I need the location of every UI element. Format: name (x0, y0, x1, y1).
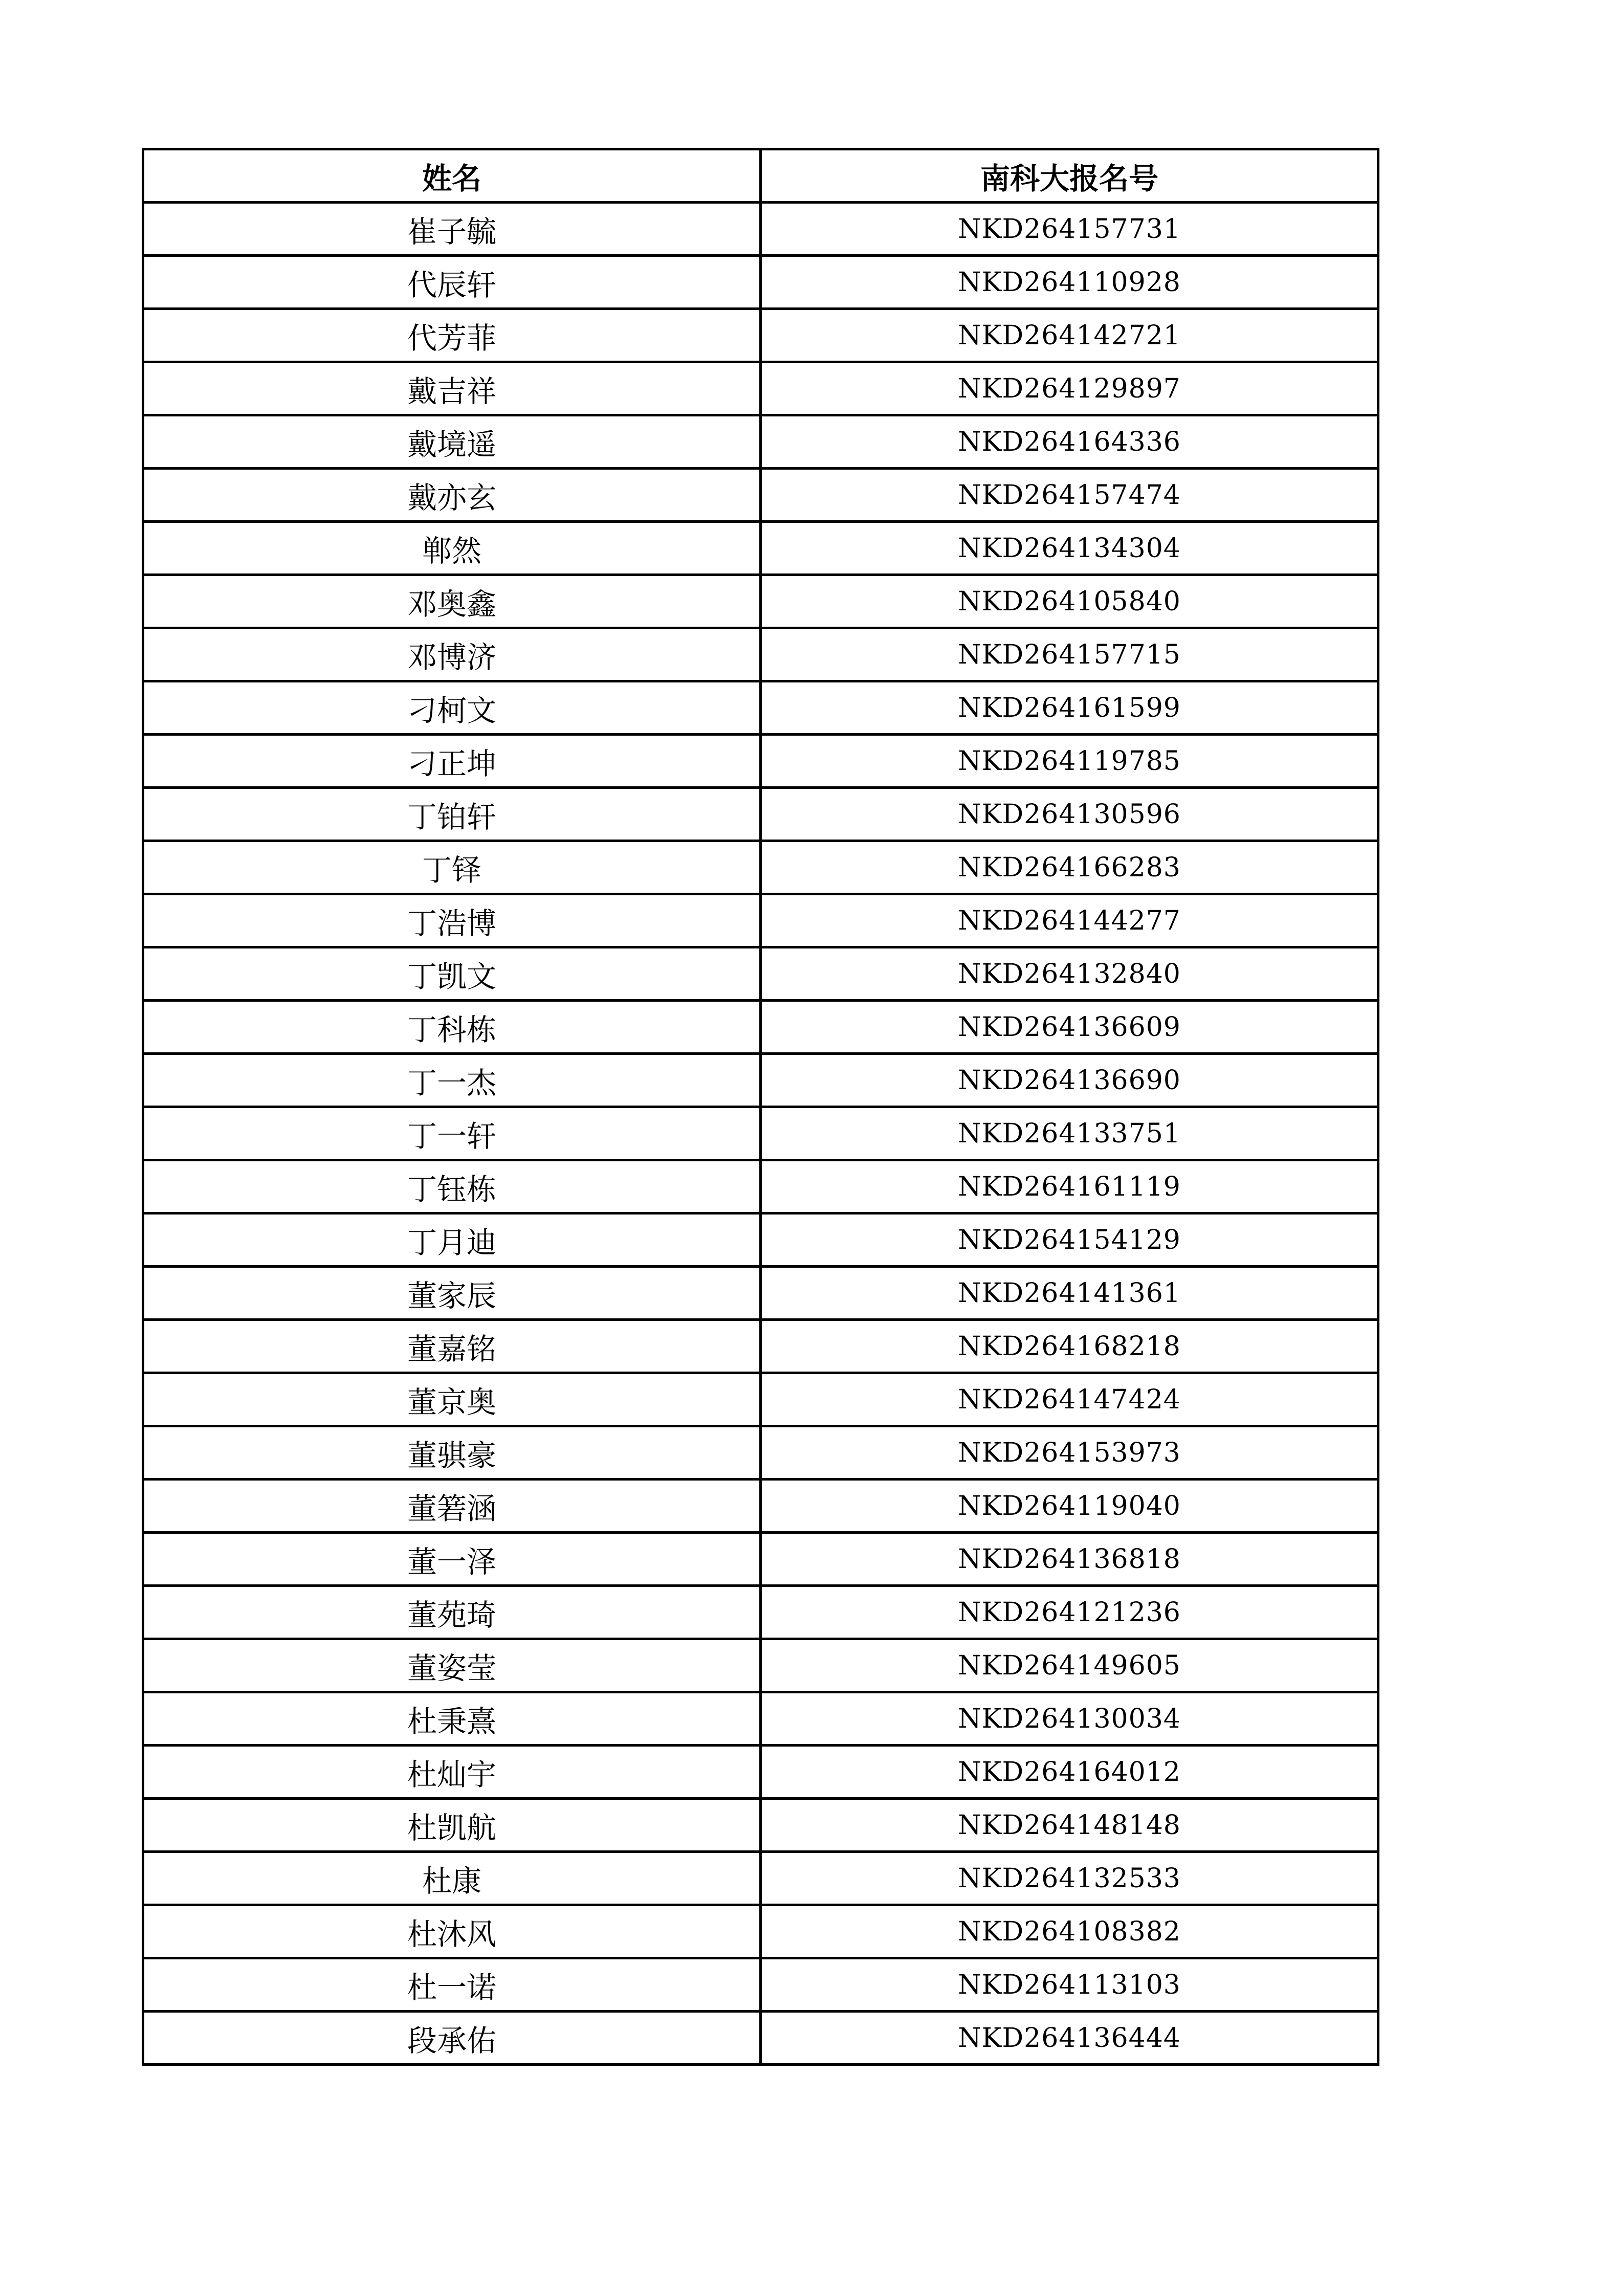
student-name-cell: 董京奥 (143, 1373, 761, 1426)
table-row (143, 1746, 1378, 1799)
table-row (143, 628, 1378, 681)
student-name-cell: 杜凯航 (143, 1799, 761, 1852)
student-name-cell: 董箬涵 (143, 1480, 761, 1533)
student-name-cell: 董家辰 (143, 1267, 761, 1320)
registration-number-cell: NKD264164336 (761, 415, 1378, 469)
registration-number-cell: NKD264132840 (761, 947, 1378, 1001)
student-name-cell: 崔子毓 (143, 203, 761, 256)
table-row (143, 841, 1378, 894)
registration-number-cell: NKD264134304 (761, 522, 1378, 575)
student-name-cell: 代辰轩 (143, 256, 761, 309)
table-row (143, 256, 1378, 309)
student-name-cell: 戴亦玄 (143, 469, 761, 522)
registration-number-cell: NKD264108382 (761, 1905, 1378, 1958)
table-row (143, 788, 1378, 841)
registration-number-cell: NKD264157715 (761, 628, 1378, 681)
student-name-cell: 丁一杰 (143, 1054, 761, 1107)
table-row (143, 894, 1378, 947)
registration-number-cell: NKD264136609 (761, 1001, 1378, 1054)
registration-number-cell: NKD264168218 (761, 1320, 1378, 1373)
student-name-cell: 杜一诺 (143, 1958, 761, 2012)
student-name-cell: 丁科栋 (143, 1001, 761, 1054)
registration-number-cell: NKD264149605 (761, 1639, 1378, 1692)
registration-number-cell: NKD264161119 (761, 1160, 1378, 1213)
table-row (143, 362, 1378, 415)
table-row (143, 735, 1378, 788)
table-row (143, 203, 1378, 256)
student-name-cell: 董嘉铭 (143, 1320, 761, 1373)
table-row (143, 1320, 1378, 1373)
student-name-cell: 丁钰栋 (143, 1160, 761, 1213)
student-name-cell: 杜沐风 (143, 1905, 761, 1958)
student-name-cell: 董骐豪 (143, 1426, 761, 1480)
registration-number-cell: NKD264110928 (761, 256, 1378, 309)
registration-number-cell: NKD264154129 (761, 1213, 1378, 1267)
student-name-cell: 丁铎 (143, 841, 761, 894)
table-row (143, 1905, 1378, 1958)
table-row (143, 1639, 1378, 1692)
registration-number-cell: NKD264113103 (761, 1958, 1378, 2012)
column-header-reg-no: 南科大报名号 (761, 149, 1378, 203)
student-name-cell: 丁凯文 (143, 947, 761, 1001)
registration-number-cell: NKD264164012 (761, 1746, 1378, 1799)
registration-number-cell: NKD264166283 (761, 841, 1378, 894)
student-name-cell: 丁一轩 (143, 1107, 761, 1160)
table-row (143, 1373, 1378, 1426)
table-row (143, 2012, 1378, 2065)
registration-number-cell: NKD264121236 (761, 1586, 1378, 1639)
table-row (143, 681, 1378, 735)
registration-number-cell: NKD264147424 (761, 1373, 1378, 1426)
table-row (143, 575, 1378, 628)
student-name-cell: 丁铂轩 (143, 788, 761, 841)
table-row (143, 522, 1378, 575)
registration-number-cell: NKD264157474 (761, 469, 1378, 522)
registration-number-cell: NKD264157731 (761, 203, 1378, 256)
student-name-cell: 董一泽 (143, 1533, 761, 1586)
registration-number-cell: NKD264141361 (761, 1267, 1378, 1320)
registration-number-cell: NKD264130596 (761, 788, 1378, 841)
student-name-cell: 杜灿宇 (143, 1746, 761, 1799)
registration-number-cell: NKD264136818 (761, 1533, 1378, 1586)
table-row (143, 1480, 1378, 1533)
table-row (143, 309, 1378, 362)
table-row (143, 1852, 1378, 1905)
table-row (143, 1586, 1378, 1639)
table-header (143, 149, 1378, 203)
student-name-cell: 杜秉熹 (143, 1692, 761, 1746)
student-name-cell: 董苑琦 (143, 1586, 761, 1639)
table-row (143, 469, 1378, 522)
student-name-cell: 董姿莹 (143, 1639, 761, 1692)
table-row (143, 1267, 1378, 1320)
registration-number-cell: NKD264105840 (761, 575, 1378, 628)
student-name-cell: 邓奥鑫 (143, 575, 761, 628)
registration-number-cell: NKD264136444 (761, 2012, 1378, 2065)
student-name-cell: 丁月迪 (143, 1213, 761, 1267)
registration-number-cell: NKD264133751 (761, 1107, 1378, 1160)
roster-table (142, 148, 1379, 2066)
student-name-cell: 刁正坤 (143, 735, 761, 788)
table-row (143, 947, 1378, 1001)
registration-number-cell: NKD264153973 (761, 1426, 1378, 1480)
registration-number-cell: NKD264132533 (761, 1852, 1378, 1905)
registration-number-cell: NKD264130034 (761, 1692, 1378, 1746)
registration-number-cell: NKD264161599 (761, 681, 1378, 735)
registration-number-cell: NKD264144277 (761, 894, 1378, 947)
column-header-name: 姓名 (143, 149, 761, 203)
student-name-cell: 刁柯文 (143, 681, 761, 735)
table-row (143, 1533, 1378, 1586)
table-row (143, 1107, 1378, 1160)
registration-number-cell: NKD264129897 (761, 362, 1378, 415)
student-name-cell: 杜康 (143, 1852, 761, 1905)
student-name-cell: 丁浩博 (143, 894, 761, 947)
registration-number-cell: NKD264142721 (761, 309, 1378, 362)
table-row (143, 1001, 1378, 1054)
header-row (143, 149, 1378, 203)
registration-number-cell: NKD264119040 (761, 1480, 1378, 1533)
table-row (143, 1213, 1378, 1267)
student-name-cell: 代芳菲 (143, 309, 761, 362)
table-row (143, 1692, 1378, 1746)
student-name-cell: 戴境遥 (143, 415, 761, 469)
student-name-cell: 邓博济 (143, 628, 761, 681)
table-row (143, 1160, 1378, 1213)
student-name-cell: 郸然 (143, 522, 761, 575)
student-name-cell: 戴吉祥 (143, 362, 761, 415)
registration-number-cell: NKD264148148 (761, 1799, 1378, 1852)
table-row (143, 1426, 1378, 1480)
registration-number-cell: NKD264136690 (761, 1054, 1378, 1107)
table-body (143, 203, 1378, 2065)
table-row (143, 1799, 1378, 1852)
table-row (143, 1054, 1378, 1107)
student-name-cell: 段承佑 (143, 2012, 761, 2065)
table-row (143, 415, 1378, 469)
table-row (143, 1958, 1378, 2012)
registration-number-cell: NKD264119785 (761, 735, 1378, 788)
